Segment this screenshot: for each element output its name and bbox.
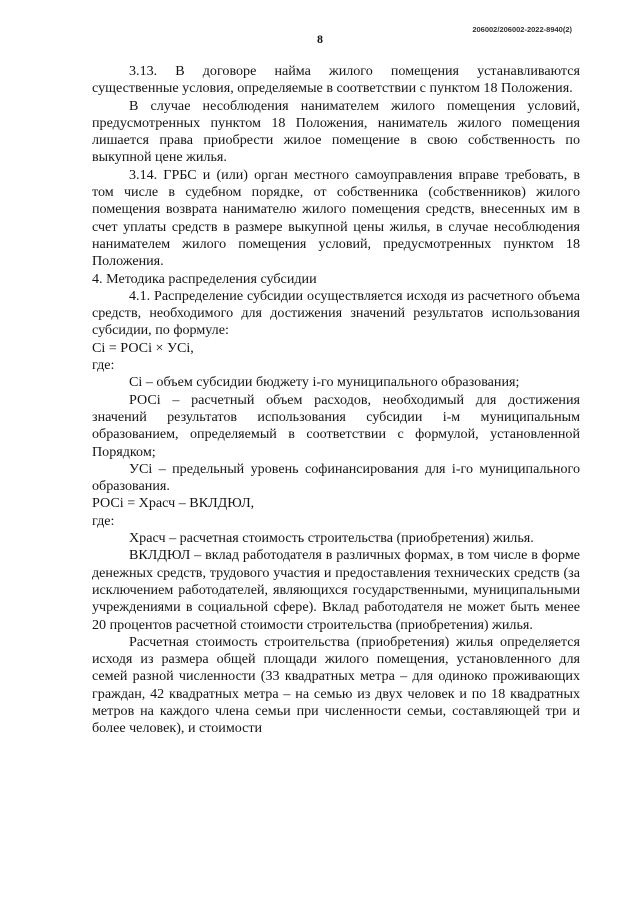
- definition-vkld: ВКЛДЮЛ – вклад работодателя в различных формах, в том числе в форме денежных средств, трудового участия и предоставления технических средств (за исключением работодателей, являющихся государственными, муниципальными учреждениями в социальной сфере). Вклад работодателя не может быть менее 20 процентов расчетной стоимости строительства (приобретения) жилья.: [92, 547, 580, 633]
- definition-roci: РОСi – расчетный объем расходов, необходимый для достижения значений результатов использования субсидии i-м муниципальным образованием, определяемый в соответствии с формулой, установленной Порядком;: [92, 391, 580, 460]
- definition-ci: Сi – объем субсидии бюджету i-го муниципального образования;: [129, 374, 520, 391]
- paragraph-3-13: 3.13. В договоре найма жилого помещения устанавливаются существенные условия, определяемые в соответствии с пунктом 18 Положения.: [92, 63, 580, 97]
- where-label-2: где:: [92, 512, 115, 529]
- formula-roc: РОСi = Храсч – ВКЛДЮЛ,: [92, 495, 255, 512]
- where-label-1: где:: [92, 357, 115, 374]
- definition-hrasch: Храсч – расчетная стоимость строительства (приобретения) жилья.: [129, 530, 534, 547]
- paragraph-4-1: 4.1. Распределение субсидии осуществляется исходя из расчетного объема средств, необходимого для достижения значений результатов использования субсидии, по формуле:: [92, 287, 580, 339]
- section-title: 4. Методика распределения субсидии: [92, 270, 317, 287]
- definition-usi: УСi – предельный уровень софинансирования для i-го муниципального образования.: [92, 460, 580, 495]
- paragraph-cost: Расчетная стоимость строительства (приобретения) жилья определяется исходя из размера общей площади жилого помещения, установленного для семей разной численности (33 квадратных метра – для одиноко проживающих граждан, 42 квадратных метра – на семью из двух человек и по 18 квадратных метров на каждого члена семьи при численности семьи, составляющей три и более человек), и стоимости: [92, 633, 580, 737]
- page-number: 8: [317, 32, 323, 46]
- document-body: [92, 63, 580, 738]
- paragraph-3-14: 3.14. ГРБС и (или) орган местного самоуправления вправе требовать, в том числе в судебном порядке, от собственника (собственников) жилого помещения возврата нанимателю жилого помещения средств, внесенных им в счет уплаты средств в размере выкупной цены жилья, в случае несоблюдения нанимателем жилого помещения условий, предусмотренных пунктом 18 Положения.: [92, 166, 580, 270]
- formula-subsidy: Сi = РОСi × УСi,: [92, 339, 194, 356]
- document-code: 206002/206002-2022-8940(2): [472, 25, 572, 34]
- paragraph-breach: В случае несоблюдения нанимателем жилого помещения условий, предусмотренных пунктом 18 Положения, наниматель жилого помещения лишается права приобрести жилое помещение в свою собственность по выкупной цене жилья.: [92, 97, 580, 166]
